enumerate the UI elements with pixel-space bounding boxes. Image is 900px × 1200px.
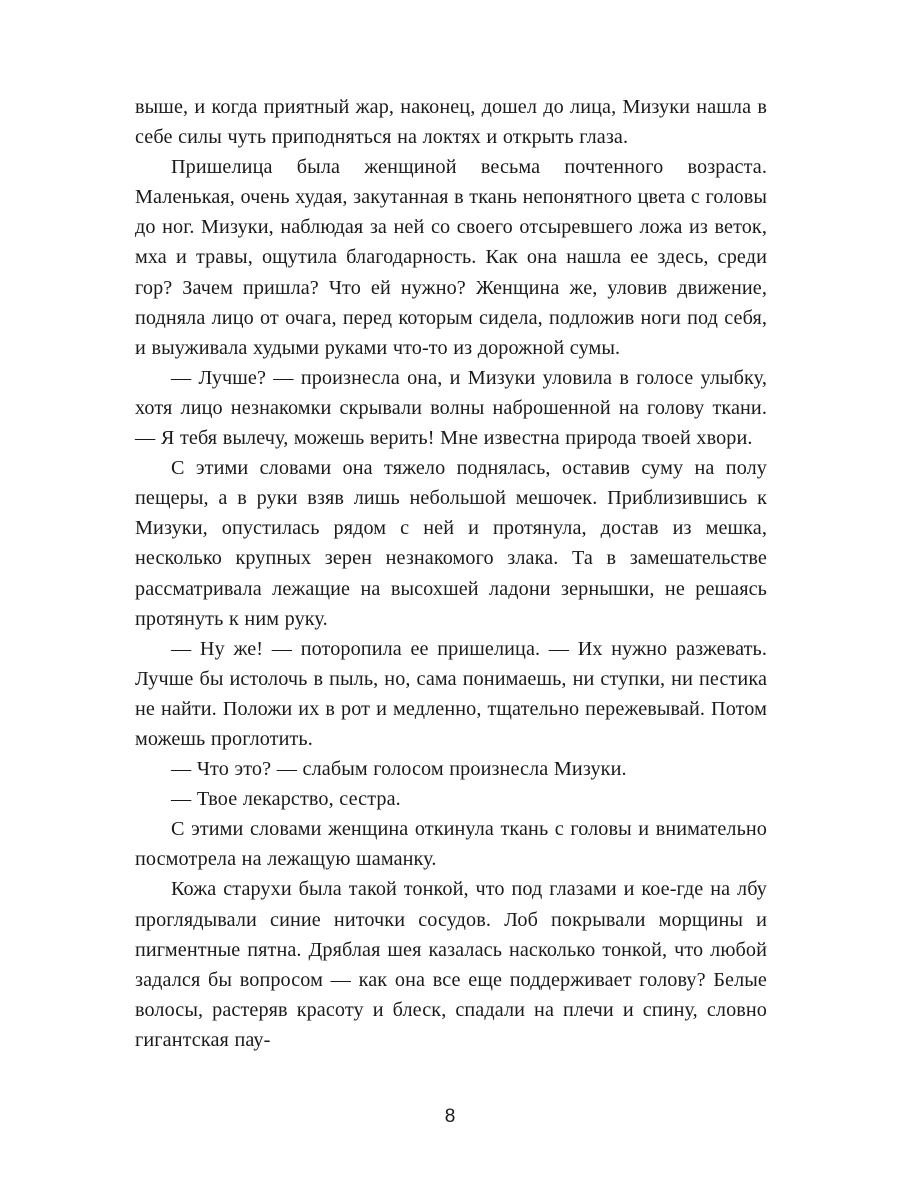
paragraph-narrative: Пришелица была женщиной весьма почтенного возраста. Маленькая, очень худая, закутанная в ткань непонятного цвета с головы до ног. Мизуки, наблюдая за ней со своего отсыревшего ложа из веток, мха и травы, ощутила благодарность. Как она нашла ее здесь, среди гор? Зачем пришла? Что ей нужно? Женщина же, уловив движение, подняла лицо от очага, перед которым сидела, подложив ноги под себя, и выуживала худыми руками что-то из дорожной сумы. — [135, 156, 767, 359]
paragraph-narrative: С этими словами женщина откинула ткань с головы и внимательно посмотрела на лежащую шаманку. — [135, 818, 767, 871]
paragraph-continuation: выше, и когда приятный жар, наконец, дошел до лица, Мизуки нашла в себе силы чуть приподняться на локтях и открыть глаза. — [135, 96, 767, 149]
paragraph-dialogue: — Ну же! — поторопила ее пришелица. — Их нужно разжевать. Лучше бы истолочь в пыль, но, сама понимаешь, ни ступки, ни пестика не найти. Положи их в рот и медленно, тщательно пережевывай. Потом можешь проглотить. — [135, 637, 767, 750]
page-number: 8 — [444, 1106, 456, 1127]
paragraph-narrative: С этими словами она тяжело поднялась, оставив суму на полу пещеры, а в руки взяв лишь небольшой мешочек. Приблизившись к Мизуки, опустилась рядом с ней и протянула, достав из мешка, несколько крупных зерен незнакомого злака. Та в замешательстве рассматривала лежащие на высохшей ладони зернышки, не решаясь протянуть к ним руку. — [135, 457, 767, 630]
page-text-block — [135, 92, 767, 1055]
paragraph-dialogue: — Твое лекарство, сестра. — [171, 788, 401, 811]
paragraph-dialogue: — Что это? — слабым голосом произнесла Мизуки. — [171, 758, 627, 781]
paragraph-dialogue: — Лучше? — произнесла она, и Мизуки уловила в голосе улыбку, хотя лицо незнакомки скрывали волны наброшенной на голову ткани. — Я тебя вылечу, можешь верить! Мне известна природа твоей хвори. — [135, 366, 767, 450]
paragraph-narrative: Кожа старухи была такой тонкой, что под глазами и кое-где на лбу проглядывали синие ниточки сосудов. Лоб покрывали морщины и пигментные пятна. Дряблая шея казалась насколько тонкой, что любой задался бы вопросом — как она все еще поддерживает голову? Белые волосы, растеряв красоту и блеск, спадали на плечи и спину, словно гигантская пау- — [135, 878, 767, 1051]
